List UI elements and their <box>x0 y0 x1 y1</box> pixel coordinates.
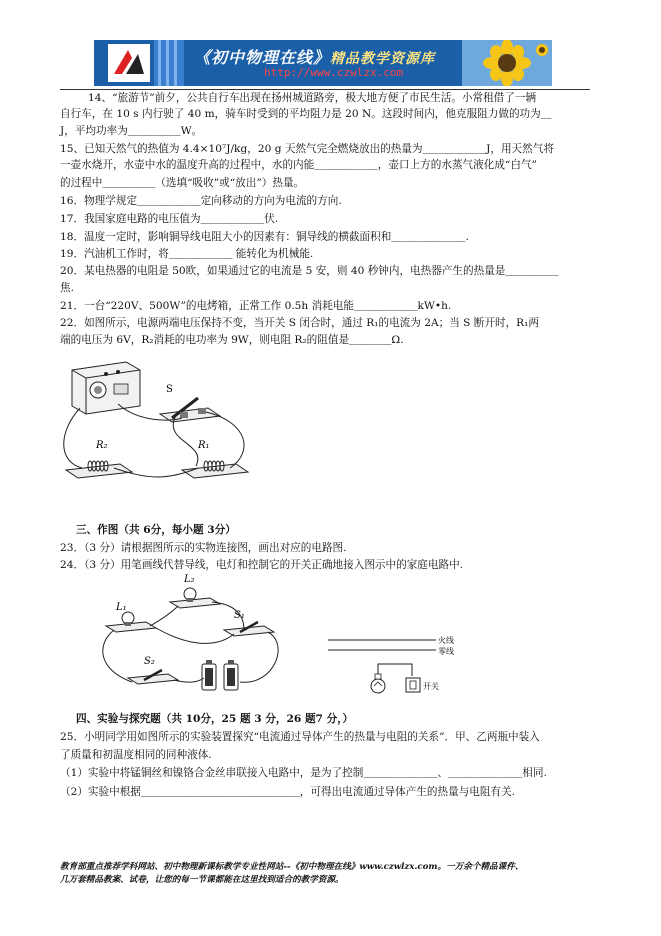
q23-label-s2: S₂ <box>144 656 155 667</box>
q25-line-1: 25．小明同学用如图所示的实验装置探究“电流通过导体产生的热量与电阻的关系”．甲、乙两瓶中装入 <box>60 731 540 743</box>
q22-line-1: 22．如图所示，电源两端电压保持不变，当开关 S 闭合时，通过 R₁的电流为 2A；当 S 断开时，R₁两 <box>60 317 540 329</box>
q23-label-s1: S₁ <box>234 610 245 621</box>
q24-label-neutral: 零线 <box>438 647 454 656</box>
q14-line-1: 14、“旅游节”前夕，公共自行车出现在扬州城道路旁，极大地方便了市民生活。小常租借了一辆 <box>88 92 537 104</box>
q14-line-2: 自行车，在 10 s 内行驶了 40 m，骑车时受到的平均阻力是 20 N。这段时间内，他克服阻力做的功为＿ <box>60 108 552 120</box>
q23-circuit-figure <box>94 574 294 700</box>
q23-label-l1: L₁ <box>116 602 127 613</box>
section-3-heading: 三、作图（共 6分，每小题 3分） <box>76 524 236 536</box>
q25-line-2: 了质量和初温度相同的同种液体. <box>60 749 212 761</box>
q22-label-s: S <box>166 384 173 395</box>
q16: 16．物理学规定＿＿＿＿＿＿定向移动的方向为电流的方向. <box>60 195 342 207</box>
q20-line-1: 20．某电热器的电阻是 50欧，如果通过它的电流是 5 安，则 40 秒钟内，电热器产生的热量是＿＿＿＿＿ <box>60 265 559 277</box>
q18: 18．温度一定时，影响铜导线电阻大小的因素有：铜导线的横截面积和＿＿＿＿＿＿＿. <box>60 231 469 243</box>
q22-line-2: 端的电压为 6V，R₂消耗的电功率为 9W，则电阻 R₂的阻值是＿＿＿＿Ω. <box>60 334 404 346</box>
q24-label-live: 火线 <box>438 636 454 645</box>
q15-line-2: 一壶水烧开，水壶中水的温度升高的过程中，水的内能＿＿＿＿＿＿，壶口上方的水蒸气液化成“白气” <box>60 159 537 171</box>
q24: 24．（3 分）用笔画线代替导线，电灯和控制它的开关正确地接入图示中的家庭电路中. <box>60 559 464 571</box>
q20-line-2: 焦. <box>60 282 74 294</box>
site-logo-icon <box>108 44 150 82</box>
sunflower-icon <box>462 40 552 86</box>
q23: 23．（3 分）请根据图所示的实物连接图，画出对应的电路图. <box>60 542 347 554</box>
q25-part-2: （2）实验中根据＿＿＿＿＿＿＿＿＿＿＿＿＿＿＿，可得出电流通过导体产生的热量与电阻有关. <box>60 786 516 798</box>
q22-label-r2: R₂ <box>96 440 108 451</box>
header-banner <box>94 40 552 86</box>
banner-decoration-icon <box>154 40 184 86</box>
section-4-heading: 四、实验与探究题（共 10分，25 题 3 分，26 题7 分，） <box>76 713 354 725</box>
q15-line-3: 的过程中＿＿＿＿＿（选填“吸收”或“放出”）热量。 <box>60 177 305 189</box>
q17: 17．我国家庭电路的电压值为＿＿＿＿＿＿伏. <box>60 213 279 225</box>
footer-line-1: 教育部重点推荐学科网站、初中物理新课标教学专业性网站--《初中物理在线》www.czwlzx.com。一万余个精品课件、 <box>60 862 524 872</box>
q15-line-1: 15、已知天然气的热值为 4.4×10⁷J/kg，20 g 天然气完全燃烧放出的热量为＿＿＿＿＿＿J，用天然气将 <box>60 143 554 155</box>
q22-circuit-figure <box>58 352 258 492</box>
q24-household-circuit-figure <box>326 630 476 702</box>
q19: 19．汽油机工作时，将＿＿＿＿＿＿ 能转化为机械能. <box>60 248 314 260</box>
q24-label-switch: 开关 <box>423 682 439 691</box>
q21: 21．一台“220V、500W”的电烤箱，正常工作 0.5h 消耗电能＿＿＿＿＿＿kW•h. <box>60 300 452 312</box>
banner-url: http://www.czwlzx.com <box>264 66 404 79</box>
q14-line-3: J，平均功率为＿＿＿＿＿W。 <box>60 125 203 137</box>
q23-label-l2: L₂ <box>184 574 195 585</box>
q25-part-1: （1）实验中将锰铜丝和镍铬合金丝串联接入电路中，是为了控制＿＿＿＿＿＿＿、＿＿＿＿＿＿＿相同. <box>60 767 547 779</box>
header-rule <box>60 89 590 90</box>
banner-title: 《初中物理在线》精品教学资源库 <box>194 48 436 67</box>
footer-line-2: 几万套精品教案、试卷，让您的每一节课都能在这里找到适合的教学资源。 <box>60 875 344 885</box>
q22-label-r1: R₁ <box>198 440 210 451</box>
